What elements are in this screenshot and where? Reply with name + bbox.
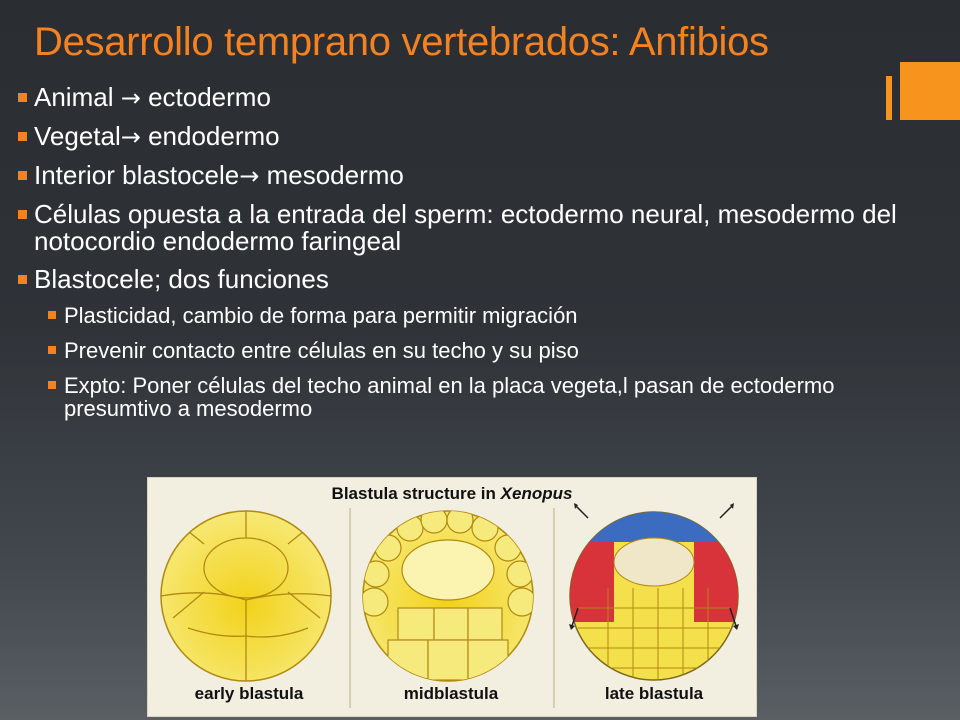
bullet-square-icon	[48, 346, 56, 354]
figure-title-prefix: Blastula structure in	[331, 484, 496, 503]
bullet-text-after: ectodermo	[148, 82, 271, 112]
bullet-text: Interior blastocele	[34, 160, 240, 190]
bullet-text: Prevenir contacto entre células en su techo y su piso	[64, 338, 579, 363]
panel-label-late: late blastula	[604, 684, 704, 703]
bullet-square-icon	[18, 275, 27, 284]
bullet-celulas-opuesta	[16, 201, 946, 255]
bullet-text-after: mesodermo	[266, 160, 404, 190]
bullet-text: Expto: Poner células del techo animal en la placa vegeta,l pasan de ectodermo presumtivo a mesodermo	[64, 373, 835, 421]
blastula-figure	[147, 477, 757, 717]
figure-title-species: Xenopus	[500, 484, 573, 503]
bullet-vegetal	[16, 123, 946, 151]
bullet-square-icon	[48, 311, 56, 319]
sub-bullet-plasticidad	[16, 304, 946, 327]
bullet-animal	[16, 84, 946, 112]
late-blastula-drawing	[568, 503, 740, 683]
bullet-text: Células opuesta a la entrada del sperm: ectodermo neural, mesodermo del notocordio endodermo faringeal	[34, 199, 897, 256]
bullet-text: Vegetal	[34, 121, 121, 151]
right-arrow-icon: →	[239, 162, 260, 190]
panel-label-early: early blastula	[194, 684, 304, 703]
early-blastula-drawing	[161, 511, 331, 681]
bullet-list	[16, 84, 946, 432]
bullet-text: Plasticidad, cambio de forma para permitir migración	[64, 303, 578, 328]
panel-label-mid: midblastula	[403, 684, 499, 703]
bullet-interior-blastocele	[16, 162, 946, 190]
bullet-blastocele	[16, 266, 946, 293]
slide-title: Desarrollo temprano vertebrados: Anfibios	[34, 20, 769, 64]
bullet-square-icon	[18, 132, 27, 141]
bullet-square-icon	[18, 210, 27, 219]
right-arrow-icon: →	[120, 123, 141, 151]
bullet-square-icon	[18, 93, 27, 102]
midblastula-drawing	[360, 507, 536, 681]
sub-bullet-prevenir	[16, 339, 946, 362]
bullet-square-icon	[18, 171, 27, 180]
bullet-square-icon	[48, 381, 56, 389]
bullet-text: Blastocele; dos funciones	[34, 264, 329, 294]
bullet-text-after: endodermo	[148, 121, 280, 151]
blastula-drawing	[148, 478, 758, 718]
bullet-text: Animal	[34, 82, 114, 112]
sub-bullet-expto	[16, 374, 946, 420]
right-arrow-icon: →	[120, 84, 141, 112]
